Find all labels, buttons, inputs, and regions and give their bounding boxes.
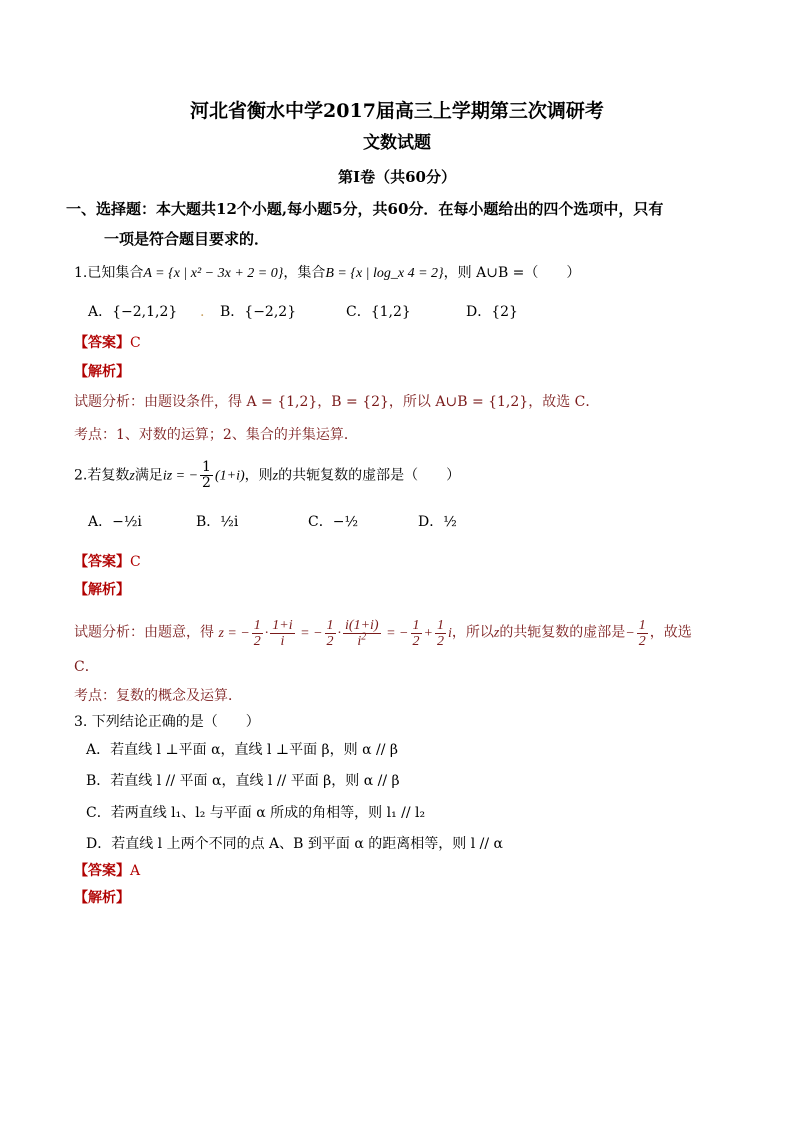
page-subtitle: 文数试题 [363, 133, 431, 153]
q2-analysis-tail: ，故选 [649, 624, 692, 641]
q2-option-a: A．−½i [88, 514, 142, 530]
q2-analysis-formula: z = − $\frac{1}{2}$ · $\frac{1+i}{i}$ = − $\frac{1}{2}$ · $\frac{i(1+i)}{i^2}$ = − $\frac{1}{2}$ + $\frac{1}{2}$ i [218, 618, 452, 649]
q2-point: 考点：复数的概念及运算． [74, 688, 242, 704]
q3-option-a: A．若直线 l ⊥平面 α，直线 l ⊥平面 β，则 α // β [86, 742, 398, 758]
q3-option-b: B．若直线 l // 平面 α，直线 l // 平面 β，则 α // β [86, 773, 400, 789]
q1-answer-value: C [130, 335, 141, 351]
q2-stem-end-2: 的共轭复数的虚部是（ ） [278, 467, 461, 484]
q2-fraction [200, 460, 213, 491]
q1-answer [74, 333, 141, 353]
q1-stem-prefix: 1.已知集合 [74, 265, 144, 281]
q2-analysis-choice: C． [74, 659, 99, 675]
q2-answer-value: C [130, 554, 141, 570]
q3-analysis-label: 【解析】 [74, 890, 130, 906]
q2-option-c: C．−½ [308, 514, 359, 530]
q3-answer [74, 861, 140, 881]
q3-answer-value: A [130, 863, 141, 879]
instructions-line-1: 一、选择题：本大题共12个小题,每小题5分，共60分．在每小题给出的四个选项中，只有 [66, 200, 664, 218]
q1-option-c: C．{1,2} [346, 304, 411, 320]
q1-stem-end: ，则 A∪B =（ ） [443, 265, 581, 281]
q2-analysis [74, 618, 692, 649]
q2-stem-end: ，则 [244, 467, 273, 484]
q2-answer [74, 552, 141, 572]
q3-option-d: D．若直线 l 上两个不同的点 A、B 到平面 α 的距离相等，则 l // α [86, 836, 503, 852]
q2-analysis-var-z: z [493, 625, 500, 641]
q2-stem-prefix: 2.若复数 [74, 467, 130, 484]
q2-equation-tail: (1+i) [214, 468, 245, 484]
section-heading: 第Ⅰ卷（共60分） [338, 168, 456, 186]
instructions-line-2: 一项是符合题目要求的． [104, 230, 270, 248]
q2-equation: iz = − [162, 468, 199, 484]
q2-answer-label: 【答案】 [74, 554, 130, 570]
q1-analysis: 试题分析：由题设条件，得 A = {1,2}，B = {2}，所以 A∪B = {1,2}，故选 C． [74, 394, 600, 410]
q2-stem-mid: 满足 [134, 467, 163, 484]
question-3-stem: 3. 下列结论正确的是（ ） [74, 714, 260, 730]
q2-analysis-suffix-2: 的共轭复数的虚部是 [499, 624, 626, 641]
q1-option-d: D．{2} [466, 304, 518, 320]
q1-stem-mid: ，集合 [283, 265, 326, 281]
q2-option-b: B．½i [196, 514, 239, 530]
q2-frac-num: 1 [202, 459, 211, 475]
q2-analysis-suffix: ，所以 [451, 624, 494, 641]
q3-option-c: C．若两直线 l₁、l₂ 与平面 α 所成的角相等，则 l₁ // l₂ [86, 805, 426, 821]
q1-point: 考点：1、对数的运算；2、集合的并集运算． [74, 427, 358, 443]
q2-option-d: D．½ [418, 514, 457, 530]
q1-set-a: A = {x | x² − 3x + 2 = 0} [143, 266, 284, 281]
q2-frac-den: 2 [202, 475, 211, 491]
q2-analysis-result: − $\frac{1}{2}$ [625, 618, 646, 649]
q2-var-z: z [129, 468, 135, 484]
page-title: 河北省衡水中学2017届高三上学期第三次调研考 [190, 100, 604, 122]
q2-analysis-label: 【解析】 [74, 582, 130, 598]
q2-analysis-prefix: 试题分析：由题意，得 [74, 624, 214, 641]
q1-option-b: B．{−2,2} [220, 304, 297, 320]
question-2-stem [74, 460, 460, 491]
question-1-stem [74, 263, 580, 284]
q3-answer-label: 【答案】 [74, 863, 130, 879]
q1-analysis-label: 【解析】 [74, 364, 130, 380]
q2-var-z-2: z [272, 468, 279, 484]
q1-set-b: B = {x | log_x 4 = 2} [325, 266, 444, 281]
q1-answer-label: 【答案】 [74, 335, 130, 351]
q1-option-a: A．{−2,1,2} [88, 304, 178, 320]
q1-dot-mark: . [200, 304, 205, 320]
